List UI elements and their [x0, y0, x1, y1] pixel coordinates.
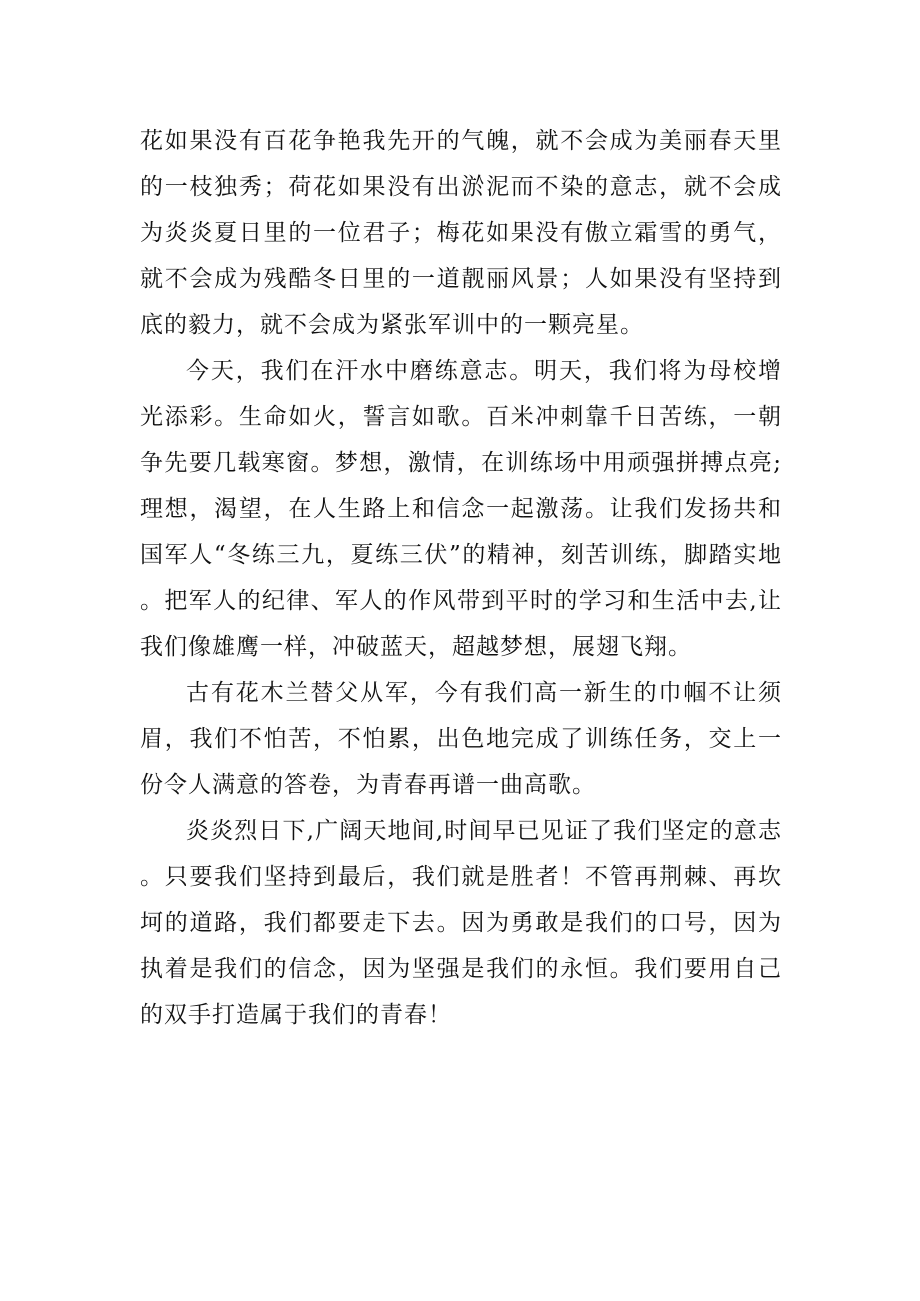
paragraph-3: 古有花木兰替父从军，今有我们高一新生的巾帼不让须眉，我们不怕苦，不怕累，出色地完成了训练任务，交上一份令人满意的答卷，为青春再谱一曲高歌。	[140, 680, 782, 798]
paragraph-4: 炎炎烈日下,广阔天地间,时间早已见证了我们坚定的意志。只要我们坚持到最后，我们就是胜者！不管再荆棘、再坎坷的道路，我们都要走下去。因为勇敢是我们的口号，因为执着是我们的信念，因为坚强是我们的永恒。我们要用自己的双手打造属于我们的青春！	[140, 818, 782, 1028]
paragraph-1: 花如果没有百花争艳我先开的气魄，就不会成为美丽春天里的一枝独秀；荷花如果没有出淤泥而不染的意志，就不会成为炎炎夏日里的一位君子；梅花如果没有傲立霜雪的勇气，就不会成为残酷冬日里的一道靓丽风景；人如果没有坚持到底的毅力，就不会成为紧张军训中的一颗亮星。	[140, 128, 782, 338]
paragraph-2: 今天，我们在汗水中磨练意志。明天，我们将为母校增光添彩。生命如火，誓言如歌。百米冲刺靠千日苦练，一朝争先要几载寒窗。梦想，激情，在训练场中用顽强拼搏点亮;理想，渴望，在人生路上和信念一起激荡。让我们发扬共和国军人“冬练三九，夏练三伏”的精神，刻苦训练，脚踏实地。把军人的纪律、军人的作风带到平时的学习和生活中去,让我们像雄鹰一样，冲破蓝天，超越梦想，展翅飞翔。	[140, 358, 782, 660]
document-body	[140, 118, 782, 1038]
